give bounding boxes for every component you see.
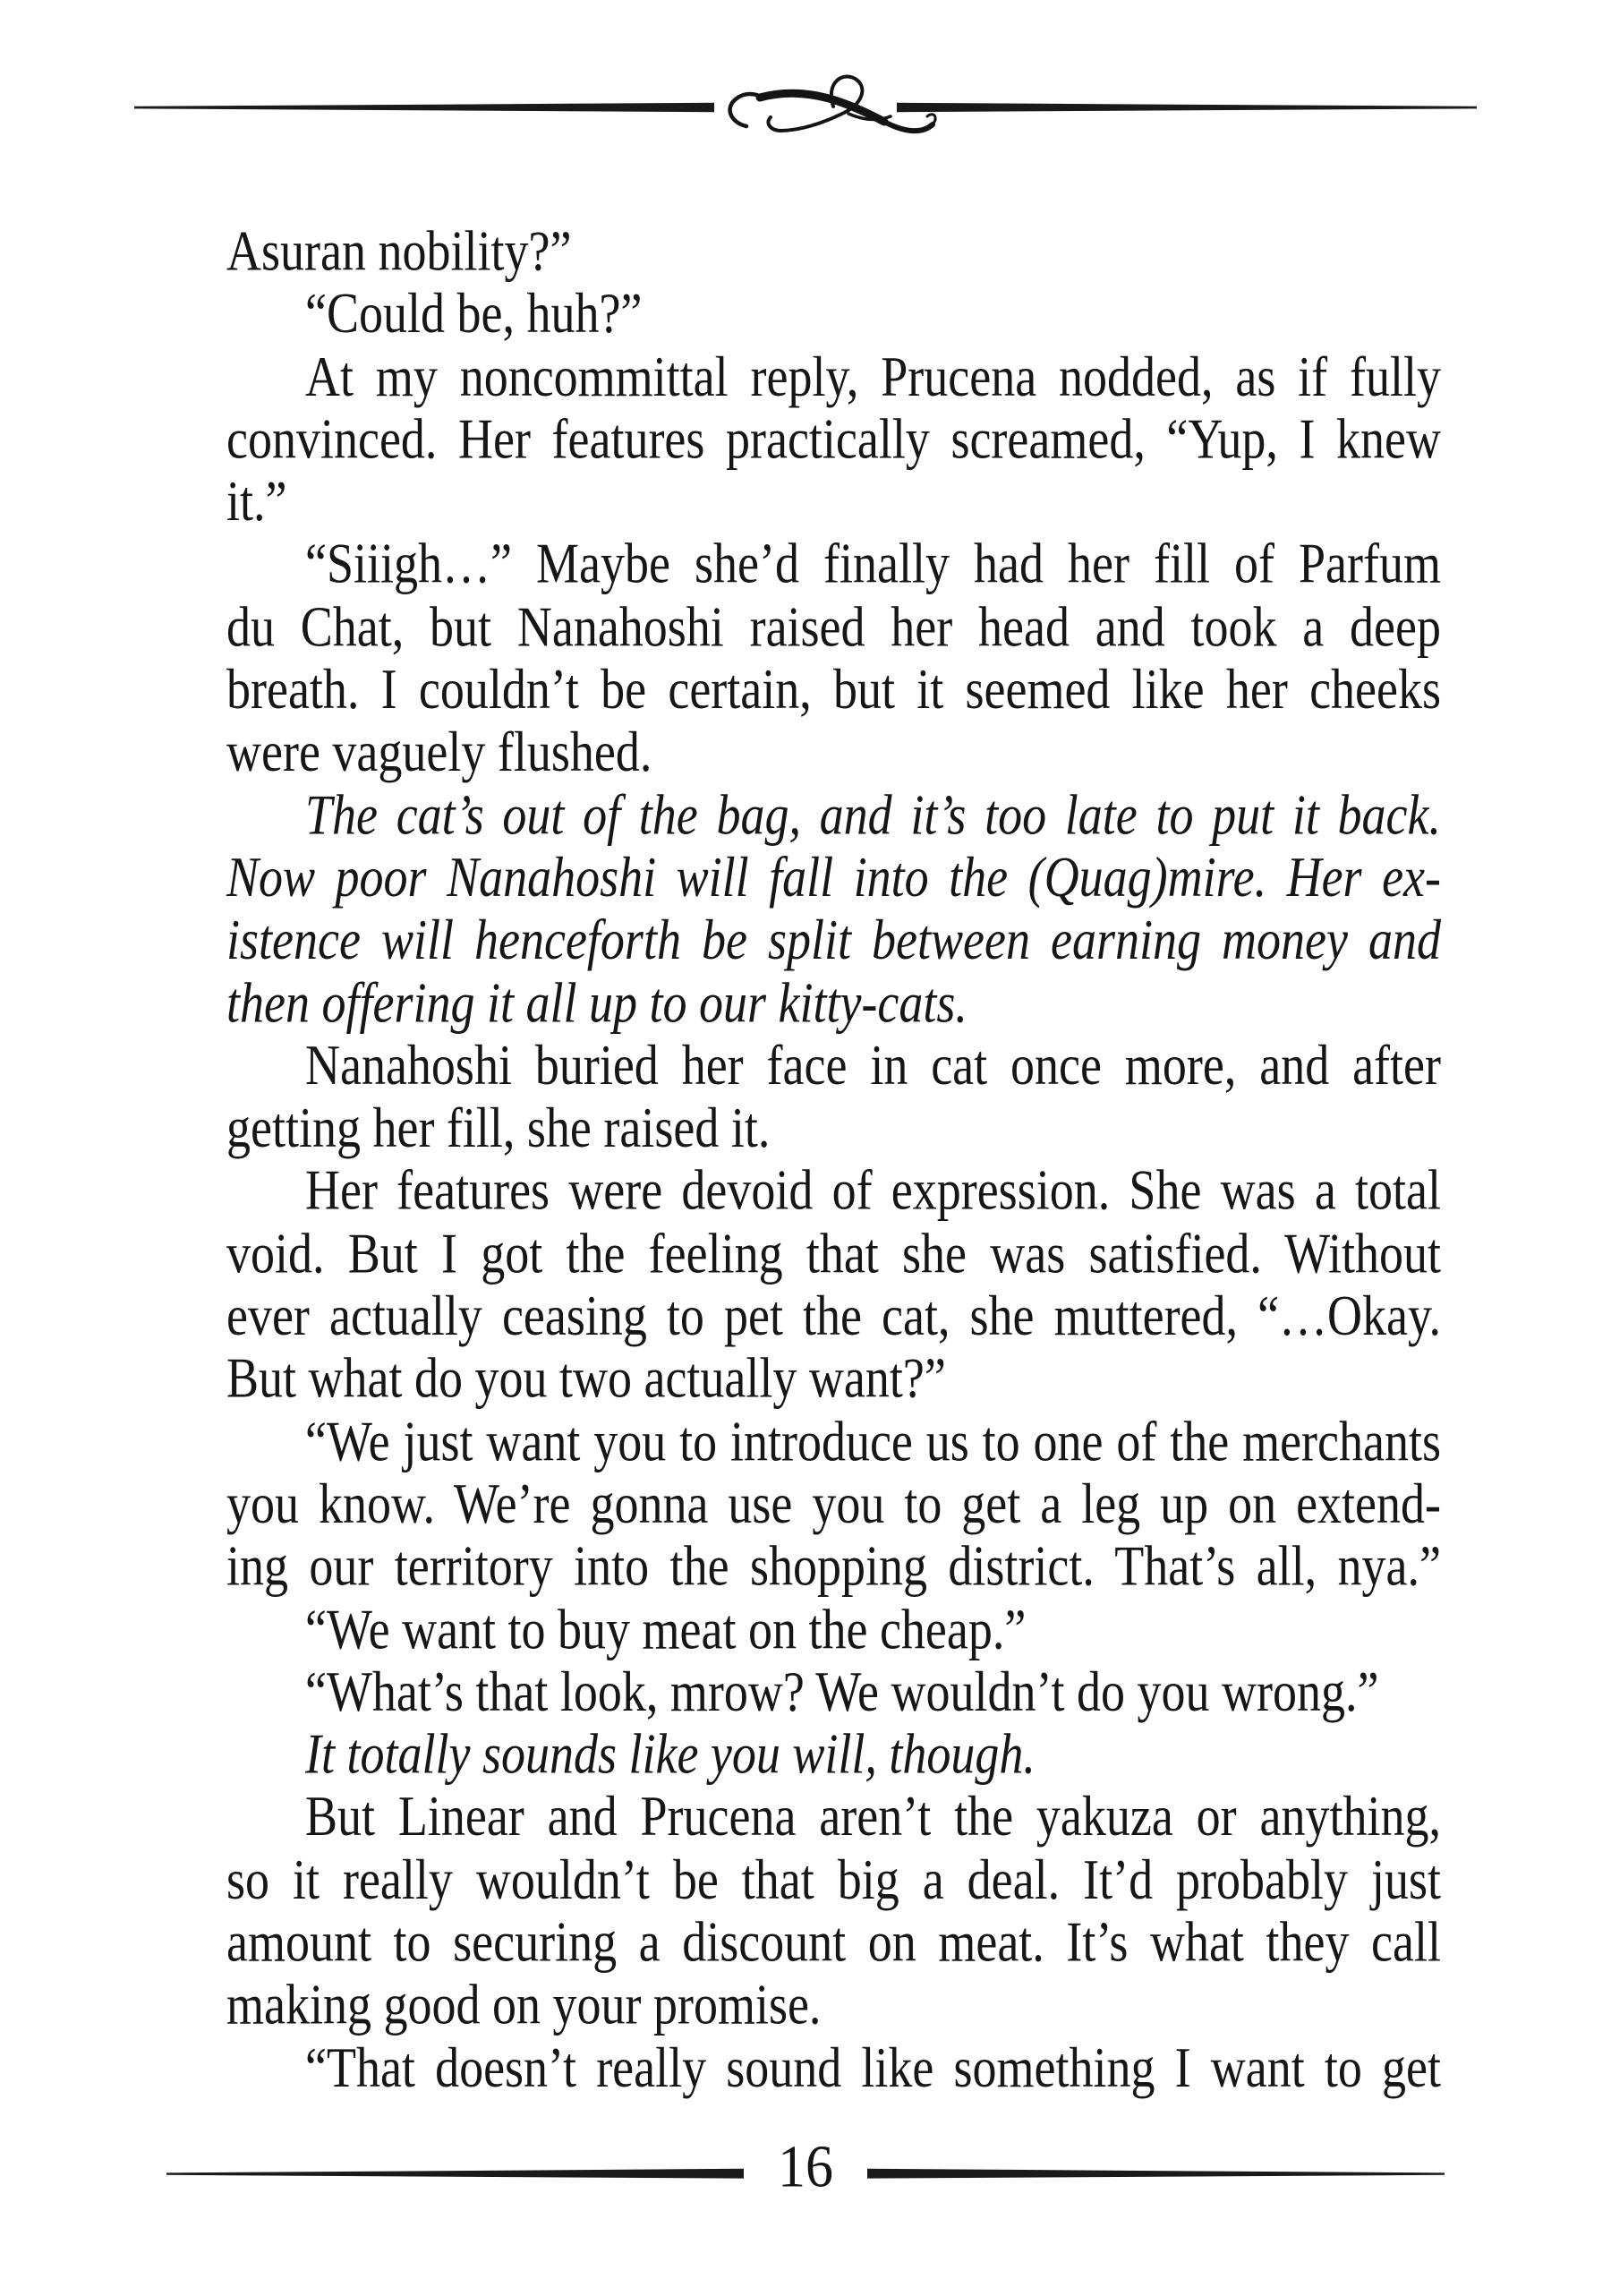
text-line: “We want to buy meat on the cheap.”	[305, 1597, 1027, 1660]
text-line: “We just want you to introduce us to one of the merchants	[305, 1409, 1441, 1473]
text-line: breath. I couldn’t be certain, but it seemed like her cheeks	[226, 657, 1441, 721]
text-line: Now poor Nanahoshi will fall into the (Quag)mire. Her ex-	[226, 845, 1441, 909]
text-line: void. But I got the feeling that she was satisfied. Without	[226, 1221, 1441, 1285]
text-line: were vaguely flushed.	[226, 720, 652, 784]
text-line: convinced. Her features practically screamed, “Yup, I knew it.”	[226, 406, 1441, 533]
text-line: du Chat, but Nanahoshi raised her head and took a deep	[226, 594, 1441, 659]
text-line: ing our territory into the shopping district. That’s all, nya.”	[226, 1534, 1441, 1598]
text-line: you know. We’re gonna use you to get a leg up on extend-	[226, 1472, 1441, 1536]
header-divider	[134, 54, 1477, 161]
text-line: But what do you two actually want?”	[226, 1346, 946, 1411]
text-line: istence will henceforth be split between earning money and	[226, 908, 1441, 972]
text-line: making good on your promise.	[226, 1972, 822, 2036]
text-line: At my noncommittal reply, Prucena nodded, as if fully	[305, 344, 1441, 408]
text-line: getting her fill, she raised it.	[226, 1096, 771, 1160]
text-line: then offering it all up to our kitty-cats.	[226, 970, 967, 1035]
text-line: amount to securing a discount on meat. It’s what they call	[226, 1910, 1441, 1974]
text-line: It totally sounds like you will, though.	[305, 1722, 1036, 1786]
text-line: The cat’s out of the bag, and it’s too late to put it back.	[305, 782, 1441, 847]
text-line: Her features were devoid of expression. She was a total	[305, 1158, 1441, 1223]
text-line: Nanahoshi buried her face in cat once more, and after	[305, 1033, 1441, 1097]
text-block	[226, 220, 1441, 2099]
text-line: But Linear and Prucena aren’t the yakuza or anything,	[305, 1785, 1441, 1848]
header-rule-left	[134, 103, 714, 112]
text-line: ever actually ceasing to pet the cat, she muttered, “…Okay.	[226, 1284, 1441, 1348]
page-number: 16	[778, 2134, 833, 2200]
text-line: Asuran nobility?”	[226, 218, 572, 283]
text-line: “That doesn’t really sound like something I want to get	[305, 2035, 1441, 2099]
page-footer	[134, 2134, 1477, 2206]
text-line: so it really wouldn’t be that big a deal. It’d probably just	[226, 1848, 1441, 1911]
footer-rule-right	[867, 2167, 1445, 2180]
footer-rule-left	[166, 2167, 744, 2180]
text-line: “Could be, huh?”	[305, 281, 643, 346]
text-line: “What’s that look, mrow? We wouldn’t do you wrong.”	[305, 1660, 1379, 1723]
text-line: “Siiigh…” Maybe she’d finally had her fill of Parfum	[305, 532, 1441, 596]
header-rule-right	[897, 103, 1477, 112]
